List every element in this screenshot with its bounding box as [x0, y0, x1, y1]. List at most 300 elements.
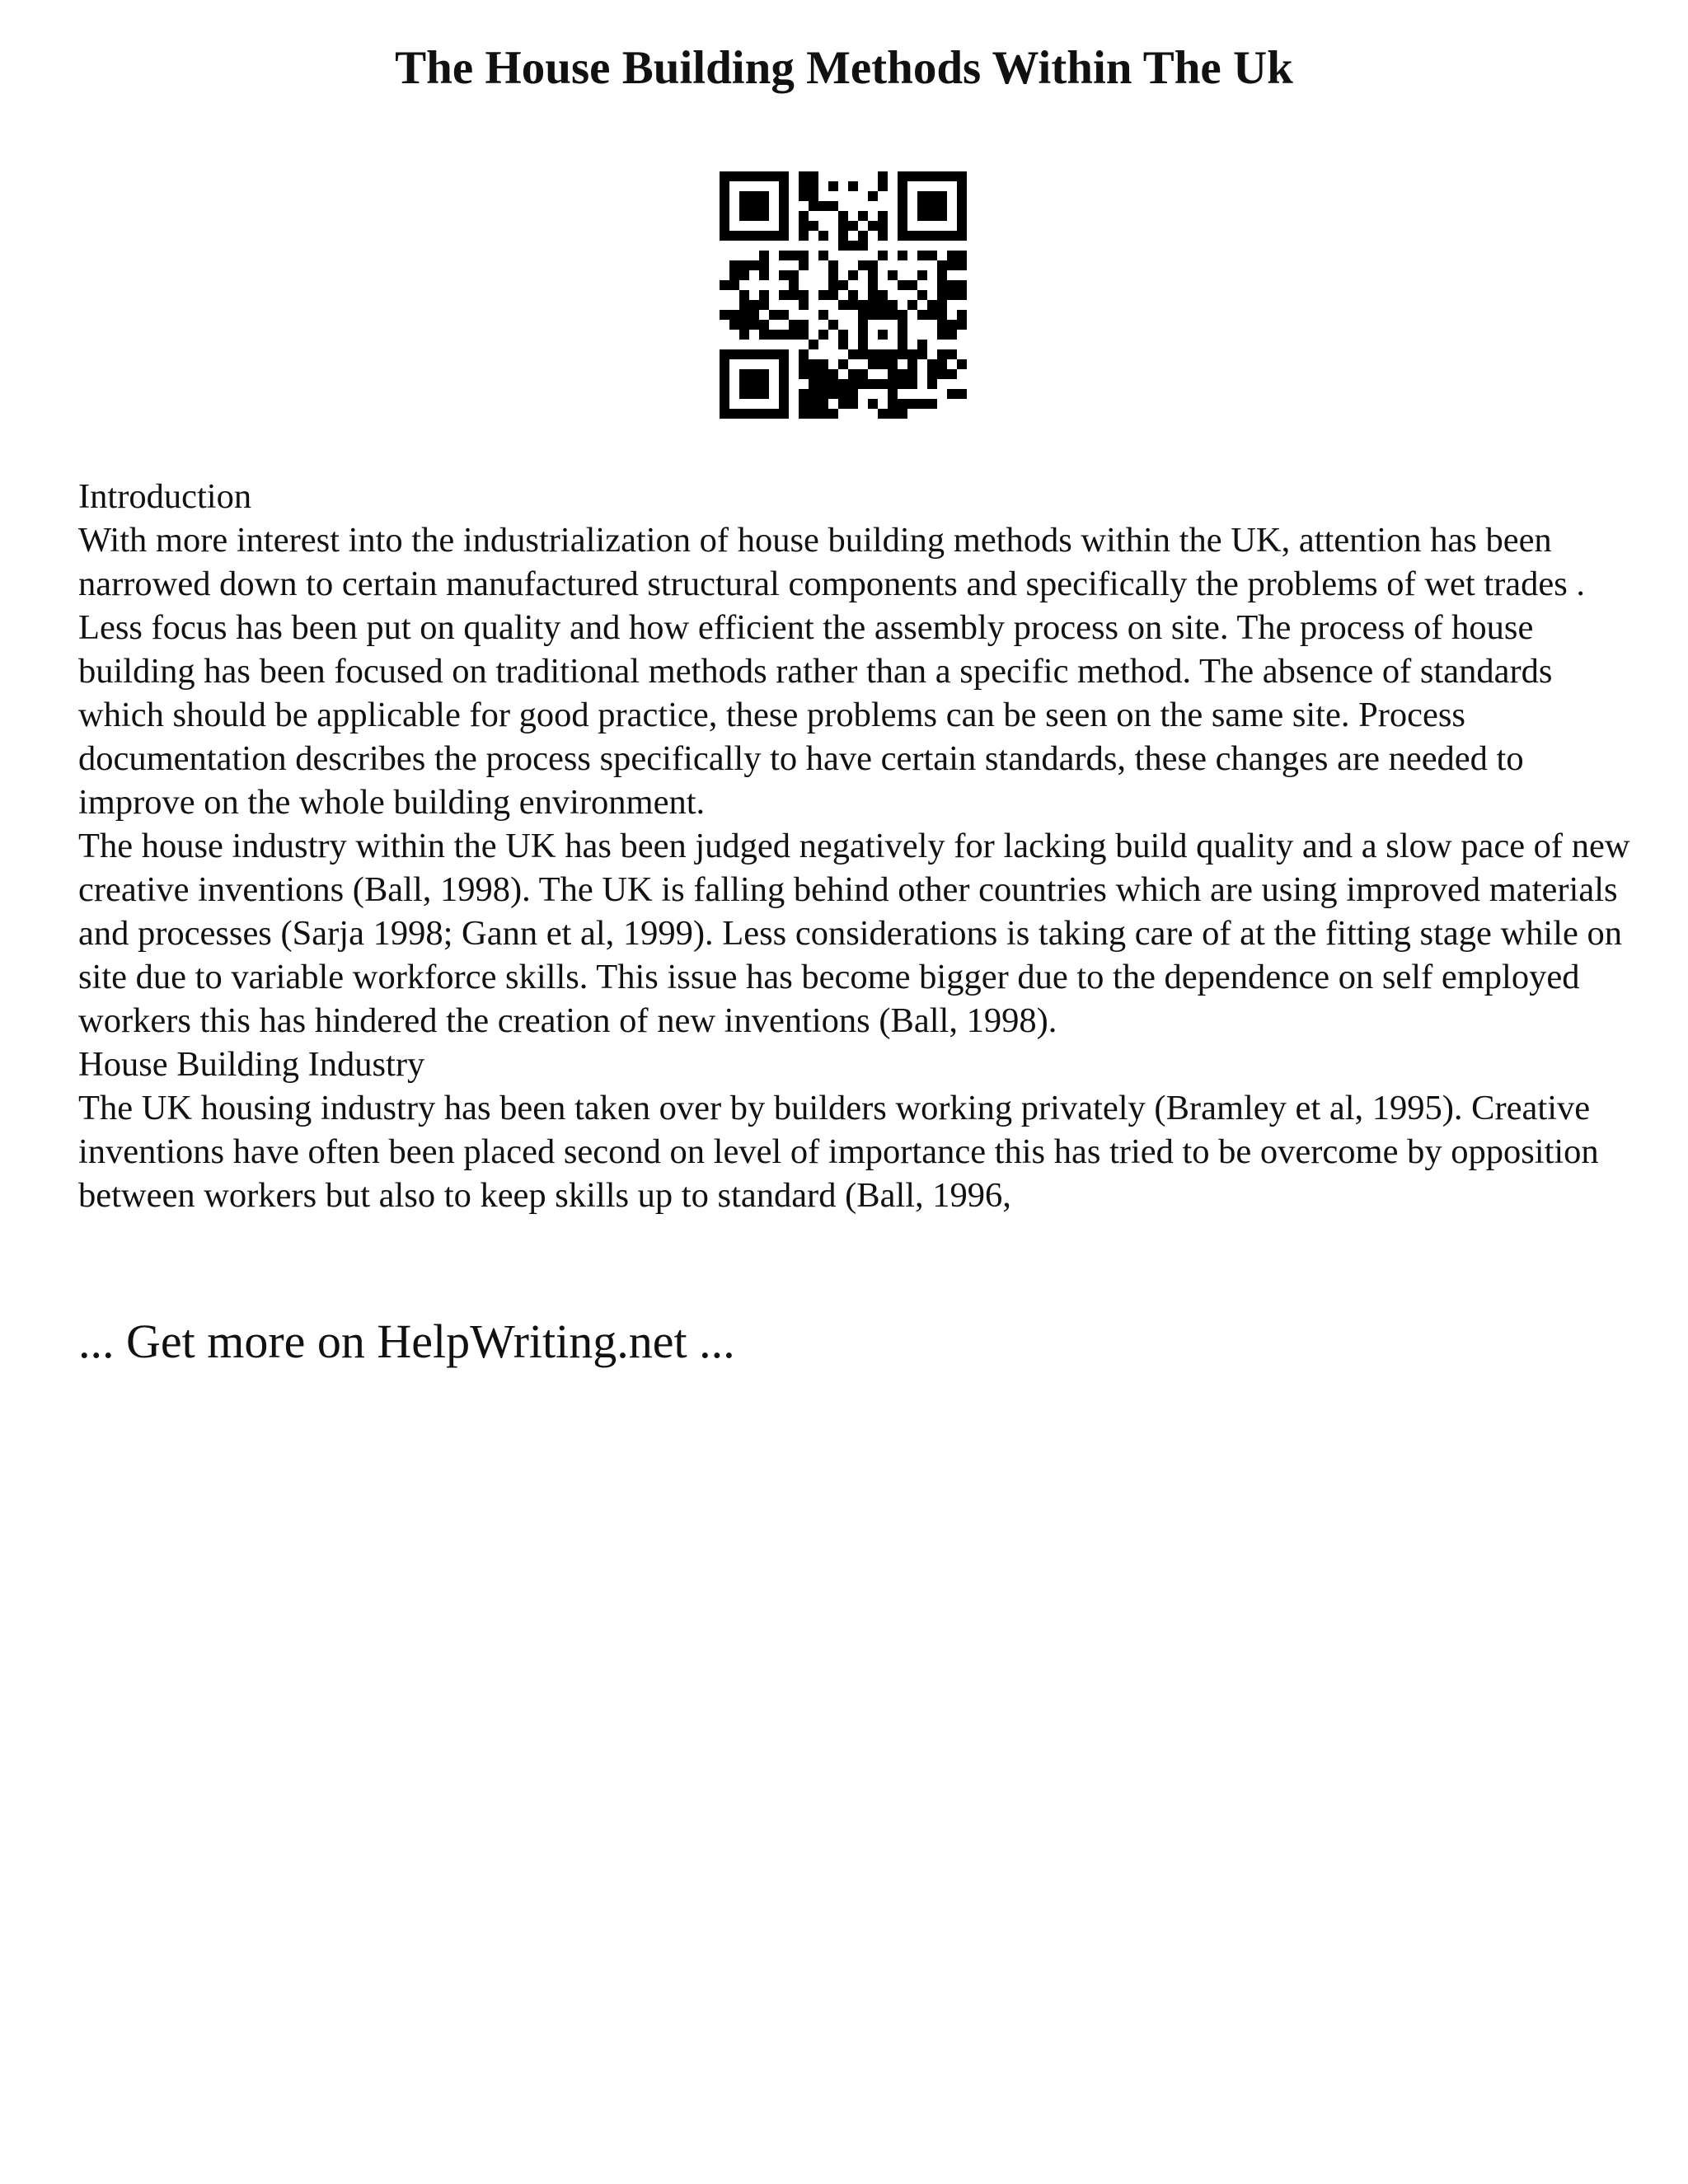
qr-module	[759, 330, 769, 340]
qr-module	[789, 320, 799, 330]
qr-module	[838, 379, 848, 389]
qr-module	[937, 330, 947, 340]
qr-module	[809, 399, 818, 409]
qr-module	[818, 379, 828, 389]
qr-module	[809, 369, 818, 379]
qr-module	[858, 349, 868, 359]
qr-module	[759, 290, 769, 300]
qr-module	[729, 349, 739, 359]
qr-module	[957, 171, 967, 181]
qr-module	[907, 280, 917, 290]
qr-module	[917, 340, 927, 349]
qr-module	[729, 280, 739, 290]
qr-module	[799, 251, 809, 260]
qr-module	[779, 181, 789, 191]
paragraph-uk-housing-industry: The UK housing industry has been taken over by builders working privately (Bramley et al, 1995). Creative inventions have often been placed second on level of importance this has tried to be overcome by opposition between workers but also to keep skills up to standard (Ball, 1996,	[78, 1089, 1599, 1215]
qr-module	[957, 221, 967, 231]
qr-module	[749, 171, 759, 181]
qr-module	[927, 231, 937, 241]
qr-module	[818, 389, 828, 399]
qr-module	[749, 389, 759, 399]
qr-module	[937, 171, 947, 181]
qr-module	[937, 201, 947, 211]
qr-module	[917, 191, 927, 201]
qr-module	[858, 260, 868, 270]
qr-module	[749, 231, 759, 241]
qr-module	[898, 191, 907, 201]
qr-module	[957, 251, 967, 260]
qr-module	[828, 201, 838, 211]
qr-module	[888, 379, 898, 389]
qr-module	[947, 369, 957, 379]
qr-module	[937, 320, 947, 330]
qr-module	[828, 260, 838, 270]
qr-module	[779, 211, 789, 221]
qr-module	[720, 280, 729, 290]
qr-module	[828, 290, 838, 300]
qr-module	[769, 349, 779, 359]
qr-module	[947, 260, 957, 270]
qr-module	[799, 211, 809, 221]
qr-module	[947, 330, 957, 340]
qr-module	[838, 231, 848, 241]
qr-module	[779, 409, 789, 419]
qr-module	[947, 349, 957, 359]
qr-module	[769, 310, 779, 320]
paragraph-introduction: With more interest into the industrialization of house building methods within the UK, attention has been narrowed down to certain manufactured structural components and specifically the problems of wet trades . Less focus has been put on quality and how efficient the assembly process on site. The process of house building has been focused on traditional methods rather than a specific method. The absence of standards which should be applicable for good practice, these problems can be seen on the same site. Process documentation describes the process specifically to have certain standards, these changes are needed to improve on the whole building environment.	[78, 521, 1586, 822]
qr-module	[729, 260, 739, 270]
qr-module	[898, 399, 907, 409]
qr-module	[779, 290, 789, 300]
qr-module	[739, 349, 749, 359]
qr-module	[809, 359, 818, 369]
qr-module	[927, 191, 937, 201]
qr-module	[838, 221, 848, 231]
qr-module	[957, 389, 967, 399]
qr-module	[779, 201, 789, 211]
qr-module	[739, 201, 749, 211]
qr-module	[917, 211, 927, 221]
qr-module	[878, 359, 888, 369]
qr-module	[749, 211, 759, 221]
qr-module	[858, 330, 868, 340]
qr-module	[799, 389, 809, 399]
qr-module	[720, 231, 729, 241]
qr-module	[799, 231, 809, 241]
qr-module	[937, 260, 947, 270]
qr-module	[739, 231, 749, 241]
qr-module	[838, 330, 848, 340]
qr-module	[828, 409, 838, 419]
qr-module	[809, 409, 818, 419]
qr-module	[937, 349, 947, 359]
qr-module	[848, 399, 858, 409]
qr-module	[957, 310, 967, 320]
qr-module	[878, 231, 888, 241]
qr-module	[818, 409, 828, 419]
qr-module	[809, 221, 818, 231]
qr-module	[937, 231, 947, 241]
qr-module	[888, 369, 898, 379]
qr-module	[927, 369, 937, 379]
qr-module	[809, 379, 818, 389]
qr-module	[838, 211, 848, 221]
qr-module	[828, 389, 838, 399]
qr-module	[957, 290, 967, 300]
qr-module	[937, 369, 947, 379]
qr-module	[818, 290, 828, 300]
qr-module	[799, 369, 809, 379]
qr-module	[769, 231, 779, 241]
qr-module	[957, 260, 967, 270]
qr-module	[898, 320, 907, 330]
qr-module	[917, 171, 927, 181]
qr-module	[957, 320, 967, 330]
qr-module	[818, 369, 828, 379]
qr-module	[917, 270, 927, 280]
qr-module	[888, 359, 898, 369]
qr-module	[789, 270, 799, 280]
qr-module	[888, 300, 898, 310]
qr-module	[818, 399, 828, 409]
qr-module	[927, 171, 937, 181]
qr-module	[809, 201, 818, 211]
qr-module	[759, 231, 769, 241]
qr-module	[720, 359, 729, 369]
qr-module	[898, 231, 907, 241]
qr-module	[898, 330, 907, 340]
qr-module	[907, 399, 917, 409]
qr-module	[947, 389, 957, 399]
qr-module	[769, 330, 779, 340]
qr-module	[729, 320, 739, 330]
qr-module	[888, 399, 898, 409]
qr-module	[868, 260, 878, 270]
qr-module	[858, 231, 868, 241]
qr-module	[739, 379, 749, 389]
qr-module	[917, 310, 927, 320]
qr-module	[927, 399, 937, 409]
qr-module	[809, 389, 818, 399]
qr-module	[749, 379, 759, 389]
qr-module	[749, 201, 759, 211]
qr-module	[739, 191, 749, 201]
qr-module	[957, 191, 967, 201]
qr-module	[947, 231, 957, 241]
qr-module	[898, 221, 907, 231]
qr-module	[868, 399, 878, 409]
qr-module	[937, 270, 947, 280]
qr-module	[769, 171, 779, 181]
qr-module	[759, 300, 769, 310]
qr-module	[888, 409, 898, 419]
qr-module	[957, 231, 967, 241]
qr-module	[858, 320, 868, 330]
qr-module	[868, 290, 878, 300]
qr-module	[799, 181, 809, 191]
qr-module	[937, 290, 947, 300]
qr-module	[957, 181, 967, 191]
qr-module	[898, 349, 907, 359]
qr-module	[799, 399, 809, 409]
qr-module	[957, 280, 967, 290]
qr-module	[907, 359, 917, 369]
qr-module	[927, 310, 937, 320]
get-more-link[interactable]: ... Get more on HelpWriting.net ...	[78, 1315, 735, 1368]
qr-module	[729, 270, 739, 280]
qr-module	[818, 251, 828, 260]
qr-module	[907, 379, 917, 389]
qr-module	[729, 231, 739, 241]
qr-module	[878, 330, 888, 340]
qr-module	[927, 359, 937, 369]
qr-module	[838, 280, 848, 290]
qr-module	[927, 201, 937, 211]
qr-module	[858, 379, 868, 389]
qr-module	[720, 349, 729, 359]
qr-module	[858, 340, 868, 349]
paragraph-house-industry: The house industry within the UK has been judged negatively for lacking build quality and a slow pace of new creative inventions (Ball, 1998). The UK is falling behind other countries which are using improved materials and processes (Sarja 1998; Gann et al, 1999). Less considerations is taking care of at the fitting stage while on site due to variable workforce skills. This issue has become bigger due to the dependence on self employed workers this has hindered the creation of new inventions (Ball, 1998).	[78, 827, 1630, 1040]
qr-module	[739, 270, 749, 280]
qr-module	[898, 369, 907, 379]
qr-module	[878, 211, 888, 221]
qr-module	[898, 171, 907, 181]
qr-module	[759, 389, 769, 399]
qr-module	[809, 181, 818, 191]
qr-module	[858, 211, 868, 221]
qr-module	[937, 191, 947, 201]
qr-module	[818, 359, 828, 369]
qr-module	[898, 409, 907, 419]
qr-module	[759, 369, 769, 379]
qr-module	[878, 379, 888, 389]
qr-module	[868, 300, 878, 310]
qr-module	[809, 171, 818, 181]
qr-module	[878, 251, 888, 260]
qr-module	[799, 320, 809, 330]
qr-module	[759, 251, 769, 260]
qr-module	[898, 251, 907, 260]
qr-module	[720, 310, 729, 320]
qr-module	[848, 389, 858, 399]
qr-module	[739, 260, 749, 270]
qr-module	[799, 300, 809, 310]
qr-module	[878, 171, 888, 181]
qr-module	[898, 379, 907, 389]
qr-module	[759, 349, 769, 359]
qr-module	[720, 221, 729, 231]
qr-module	[868, 280, 878, 290]
qr-module	[937, 310, 947, 320]
qr-module	[779, 231, 789, 241]
qr-module	[947, 280, 957, 290]
page-title: The House Building Methods Within The Uk	[395, 42, 1293, 94]
qr-module	[878, 300, 888, 310]
qr-module	[799, 409, 809, 419]
qr-module	[927, 251, 937, 260]
qr-module	[868, 221, 878, 231]
qr-module	[868, 349, 878, 359]
qr-code	[720, 171, 967, 419]
qr-module	[868, 270, 878, 280]
qr-module	[937, 359, 947, 369]
qr-module	[749, 369, 759, 379]
qr-module	[957, 359, 967, 369]
qr-module	[947, 290, 957, 300]
qr-module	[739, 409, 749, 419]
qr-module	[858, 241, 868, 251]
qr-module	[729, 310, 739, 320]
qr-module	[868, 359, 878, 369]
qr-module	[848, 300, 858, 310]
qr-module	[907, 171, 917, 181]
qr-module	[898, 201, 907, 211]
qr-module	[720, 379, 729, 389]
qr-module	[878, 349, 888, 359]
qr-module	[739, 389, 749, 399]
qr-module	[838, 340, 848, 349]
qr-module	[947, 171, 957, 181]
qr-module	[907, 369, 917, 379]
qr-module	[888, 349, 898, 359]
qr-module	[720, 409, 729, 419]
qr-module	[749, 320, 759, 330]
qr-module	[907, 300, 917, 310]
qr-module	[878, 310, 888, 320]
qr-module	[769, 409, 779, 419]
qr-module	[858, 369, 868, 379]
qr-module	[868, 310, 878, 320]
qr-module	[759, 171, 769, 181]
qr-module	[818, 310, 828, 320]
qr-module	[828, 181, 838, 191]
qr-module	[838, 300, 848, 310]
qr-module	[898, 280, 907, 290]
qr-module	[878, 409, 888, 419]
qr-module	[917, 231, 927, 241]
section-heading-introduction: Introduction	[78, 477, 252, 516]
qr-module	[749, 310, 759, 320]
qr-module	[739, 290, 749, 300]
qr-module	[789, 251, 799, 260]
qr-module	[779, 171, 789, 181]
qr-module	[809, 191, 818, 201]
qr-module	[848, 369, 858, 379]
qr-module	[799, 260, 809, 270]
qr-module	[739, 171, 749, 181]
qr-module	[937, 280, 947, 290]
qr-module	[957, 211, 967, 221]
qr-module	[749, 409, 759, 419]
qr-module	[848, 181, 858, 191]
qr-module	[759, 320, 769, 330]
qr-module	[720, 389, 729, 399]
qr-module	[779, 379, 789, 389]
qr-module	[749, 349, 759, 359]
qr-module	[789, 290, 799, 300]
qr-module	[828, 280, 838, 290]
qr-module	[739, 211, 749, 221]
qr-module	[720, 369, 729, 379]
qr-module	[720, 191, 729, 201]
qr-module	[828, 320, 838, 330]
qr-module	[799, 359, 809, 369]
qr-module	[878, 290, 888, 300]
qr-module	[898, 211, 907, 221]
qr-module	[828, 379, 838, 389]
qr-module	[838, 241, 848, 251]
qr-module	[799, 221, 809, 231]
qr-module	[749, 260, 759, 270]
qr-module	[759, 409, 769, 419]
qr-module	[848, 241, 858, 251]
qr-module	[789, 330, 799, 340]
qr-module	[759, 260, 769, 270]
qr-module	[947, 251, 957, 260]
qr-module	[927, 379, 937, 389]
qr-module	[720, 201, 729, 211]
qr-module	[749, 191, 759, 201]
qr-module	[888, 270, 898, 280]
qr-module	[917, 399, 927, 409]
qr-module	[779, 389, 789, 399]
qr-module	[720, 181, 729, 191]
qr-module	[739, 369, 749, 379]
qr-module	[927, 211, 937, 221]
qr-module	[927, 300, 937, 310]
qr-module	[957, 201, 967, 211]
qr-module	[779, 349, 789, 359]
qr-module	[779, 359, 789, 369]
qr-module	[858, 300, 868, 310]
qr-module	[917, 290, 927, 300]
qr-module	[779, 251, 789, 260]
qr-module	[907, 349, 917, 359]
qr-module	[917, 251, 927, 260]
qr-module	[729, 171, 739, 181]
qr-module	[907, 231, 917, 241]
qr-module	[749, 300, 759, 310]
qr-module	[799, 191, 809, 201]
qr-module	[838, 389, 848, 399]
qr-module	[848, 290, 858, 300]
qr-module	[799, 290, 809, 300]
qr-module	[759, 270, 769, 280]
section-heading-house-building-industry: House Building Industry	[78, 1045, 425, 1084]
qr-module	[739, 330, 749, 340]
qr-module	[779, 221, 789, 231]
qr-module	[828, 369, 838, 379]
article-body	[78, 475, 1644, 1217]
qr-module	[937, 211, 947, 221]
qr-module	[848, 379, 858, 389]
qr-module	[739, 310, 749, 320]
qr-module	[799, 330, 809, 340]
qr-module	[838, 399, 848, 409]
qr-module	[818, 201, 828, 211]
qr-module	[779, 310, 789, 320]
qr-module	[937, 300, 947, 310]
qr-module	[818, 330, 828, 340]
qr-module	[739, 320, 749, 330]
qr-module	[838, 359, 848, 369]
qr-module	[898, 181, 907, 191]
qr-module	[947, 320, 957, 330]
qr-module	[878, 221, 888, 231]
qr-module	[759, 201, 769, 211]
qr-module	[739, 300, 749, 310]
qr-module	[799, 171, 809, 181]
